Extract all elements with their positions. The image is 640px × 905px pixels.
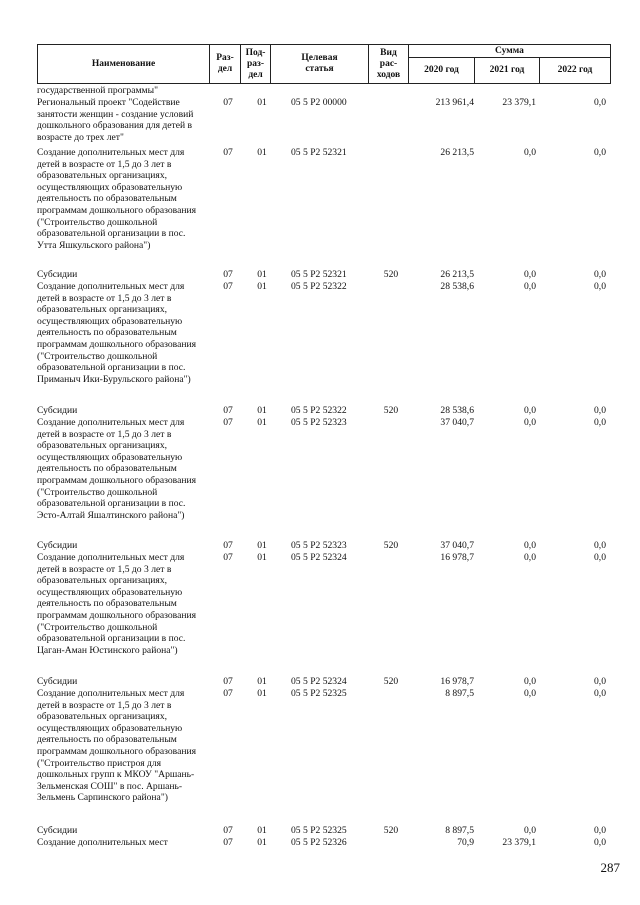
row-name: Создание дополнительных мест <box>37 837 168 848</box>
header-razdel: Раз- дел <box>216 53 234 74</box>
row-name: Субсидии <box>37 405 78 416</box>
row-podrazdel: 01 <box>257 688 267 699</box>
row-name: Создание дополнительных мест для детей в возрасте от 1,5 до 3 лет в образовательных организациях, осуществляющих образовательную деятельность по образовательным программам дошкольного образования ("Строительство дошкольной образовательной организации в пос. Эсто-Алтай Яшалтинского района") <box>37 417 197 521</box>
row-sum-2021: 0,0 <box>524 676 536 687</box>
row-sum-2022: 0,0 <box>594 540 606 551</box>
row-sum-2021: 0,0 <box>524 688 536 699</box>
row-sum-2021: 0,0 <box>524 147 536 158</box>
row-podrazdel: 01 <box>257 825 267 836</box>
row-celevaya-statya: 05 5 P2 52324 <box>291 552 347 563</box>
row-razdel: 07 <box>223 837 233 848</box>
row-sum-2020: 37 040,7 <box>440 417 474 428</box>
row-celevaya-statya: 05 5 P2 52325 <box>291 688 347 699</box>
row-sum-2022: 0,0 <box>594 281 606 292</box>
row-name: Создание дополнительных мест для детей в возрасте от 1,5 до 3 лет в образовательных организациях, осуществляющих образовательную деятельность по образовательным программам дошкольного образования ("Строительство дошкольной образовательной организации в пос. Приманыч Ики-Бурульского района") <box>37 281 197 385</box>
row-name: Создание дополнительных мест для детей в возрасте от 1,5 до 3 лет в образовательных организациях, осуществляющих образовательную деятельность по образовательным программам дошкольного образования ("Строительство дошкольной образовательной организации в пос. Утта Яшкульского района") <box>37 147 197 251</box>
row-podrazdel: 01 <box>257 676 267 687</box>
row-razdel: 07 <box>223 269 233 280</box>
row-celevaya-statya: 05 5 P2 52322 <box>291 281 347 292</box>
row-razdel: 07 <box>223 405 233 416</box>
row-podrazdel: 01 <box>257 837 267 848</box>
row-razdel: 07 <box>223 281 233 292</box>
row-celevaya-statya: 05 5 P2 52323 <box>291 540 347 551</box>
row-name: Субсидии <box>37 269 78 280</box>
row-podrazdel: 01 <box>257 405 267 416</box>
row-sum-2021: 0,0 <box>524 540 536 551</box>
row-podrazdel: 01 <box>257 147 267 158</box>
row-celevaya-statya: 05 5 P2 52325 <box>291 825 347 836</box>
row-celevaya-statya: 05 5 P2 52326 <box>291 837 347 848</box>
row-celevaya-statya: 05 5 P2 52321 <box>291 147 347 158</box>
row-razdel: 07 <box>223 688 233 699</box>
row-vid-rashodov: 520 <box>383 269 399 280</box>
row-sum-2020: 37 040,7 <box>440 540 474 551</box>
header-2021: 2021 год <box>489 65 525 75</box>
header-vid-rashodov: Вид рас- ходов <box>376 47 401 80</box>
row-podrazdel: 01 <box>257 417 267 428</box>
row-celevaya-statya: 05 5 P2 00000 <box>291 97 347 108</box>
row-podrazdel: 01 <box>257 540 267 551</box>
row-sum-2022: 0,0 <box>594 837 606 848</box>
row-sum-2022: 0,0 <box>594 676 606 687</box>
row-podrazdel: 01 <box>257 552 267 563</box>
row-sum-2022: 0,0 <box>594 97 606 108</box>
row-sum-2022: 0,0 <box>594 417 606 428</box>
row-celevaya-statya: 05 5 P2 52322 <box>291 405 347 416</box>
row-sum-2021: 0,0 <box>524 825 536 836</box>
header-summa: Сумма <box>495 45 524 56</box>
header-2020: 2020 год <box>424 65 459 75</box>
row-name: Субсидии <box>37 825 78 836</box>
row-sum-2022: 0,0 <box>594 825 606 836</box>
header-podrazdel: Под- раз- дел <box>245 47 266 80</box>
row-sum-2022: 0,0 <box>594 552 606 563</box>
row-sum-2020: 16 978,7 <box>440 676 474 687</box>
row-sum-2020: 26 213,5 <box>440 269 474 280</box>
row-podrazdel: 01 <box>257 269 267 280</box>
row-celevaya-statya: 05 5 P2 52321 <box>291 269 347 280</box>
header-celevaya-statya: Целевая статья <box>301 53 338 74</box>
row-razdel: 07 <box>223 417 233 428</box>
row-sum-2021: 0,0 <box>524 281 536 292</box>
row-sum-2020: 70,9 <box>457 837 474 848</box>
row-podrazdel: 01 <box>257 281 267 292</box>
row-sum-2022: 0,0 <box>594 688 606 699</box>
row-vid-rashodov: 520 <box>383 676 399 687</box>
row-sum-2020: 213 961,4 <box>435 97 474 108</box>
row-razdel: 07 <box>223 97 233 108</box>
row-sum-2021: 0,0 <box>524 552 536 563</box>
row-razdel: 07 <box>223 552 233 563</box>
row-sum-2020: 28 538,6 <box>440 281 474 292</box>
header-2022: 2022 год <box>557 65 593 75</box>
row-podrazdel: 01 <box>257 97 267 108</box>
row-sum-2021: 0,0 <box>524 405 536 416</box>
row-name: Создание дополнительных мест для детей в возрасте от 1,5 до 3 лет в образовательных организациях, осуществляющих образовательную деятельность по образовательным программам дошкольного образования ("Строительство дошкольной образовательной организации в пос. Цаган-Аман Юстинского района") <box>37 552 197 656</box>
row-name: Субсидии <box>37 676 78 687</box>
row-razdel: 07 <box>223 676 233 687</box>
row-celevaya-statya: 05 5 P2 52323 <box>291 417 347 428</box>
page-number: 287 <box>600 860 620 875</box>
row-name: Создание дополнительных мест для детей в возрасте от 1,5 до 3 лет в образовательных организациях, осуществляющих образовательную деятельность по образовательным программам дошкольного образования ("Строительство пристроя для дошкольных групп к МКОУ "Аршань-Зельменская СОШ" в пос. Аршань-Зельмень Сарпинского района") <box>37 688 197 804</box>
row-sum-2021: 23 379,1 <box>502 97 536 108</box>
row-sum-2021: 0,0 <box>524 417 536 428</box>
row-name: Субсидии <box>37 540 78 551</box>
row-sum-2021: 0,0 <box>524 269 536 280</box>
row-celevaya-statya: 05 5 P2 52324 <box>291 676 347 687</box>
row-sum-2022: 0,0 <box>594 269 606 280</box>
row-sum-2020: 16 978,7 <box>440 552 474 563</box>
row-sum-2022: 0,0 <box>594 147 606 158</box>
row-sum-2020: 8 897,5 <box>445 688 474 699</box>
row-vid-rashodov: 520 <box>383 405 399 416</box>
row-vid-rashodov: 520 <box>383 825 399 836</box>
row-sum-2020: 26 213,5 <box>440 147 474 158</box>
row-sum-2020: 28 538,6 <box>440 405 474 416</box>
header-name: Наименование <box>91 58 156 69</box>
row-vid-rashodov: 520 <box>383 540 399 551</box>
row-name: Региональный проект "Содействие занятости женщин - создание условий дошкольного образования для детей в возрасте до трех лет" <box>37 97 194 143</box>
row-name: государственной программы" <box>37 85 158 96</box>
row-razdel: 07 <box>223 540 233 551</box>
row-sum-2021: 23 379,1 <box>502 837 536 848</box>
row-sum-2022: 0,0 <box>594 405 606 416</box>
row-sum-2020: 8 897,5 <box>445 825 474 836</box>
row-razdel: 07 <box>223 825 233 836</box>
row-razdel: 07 <box>223 147 233 158</box>
